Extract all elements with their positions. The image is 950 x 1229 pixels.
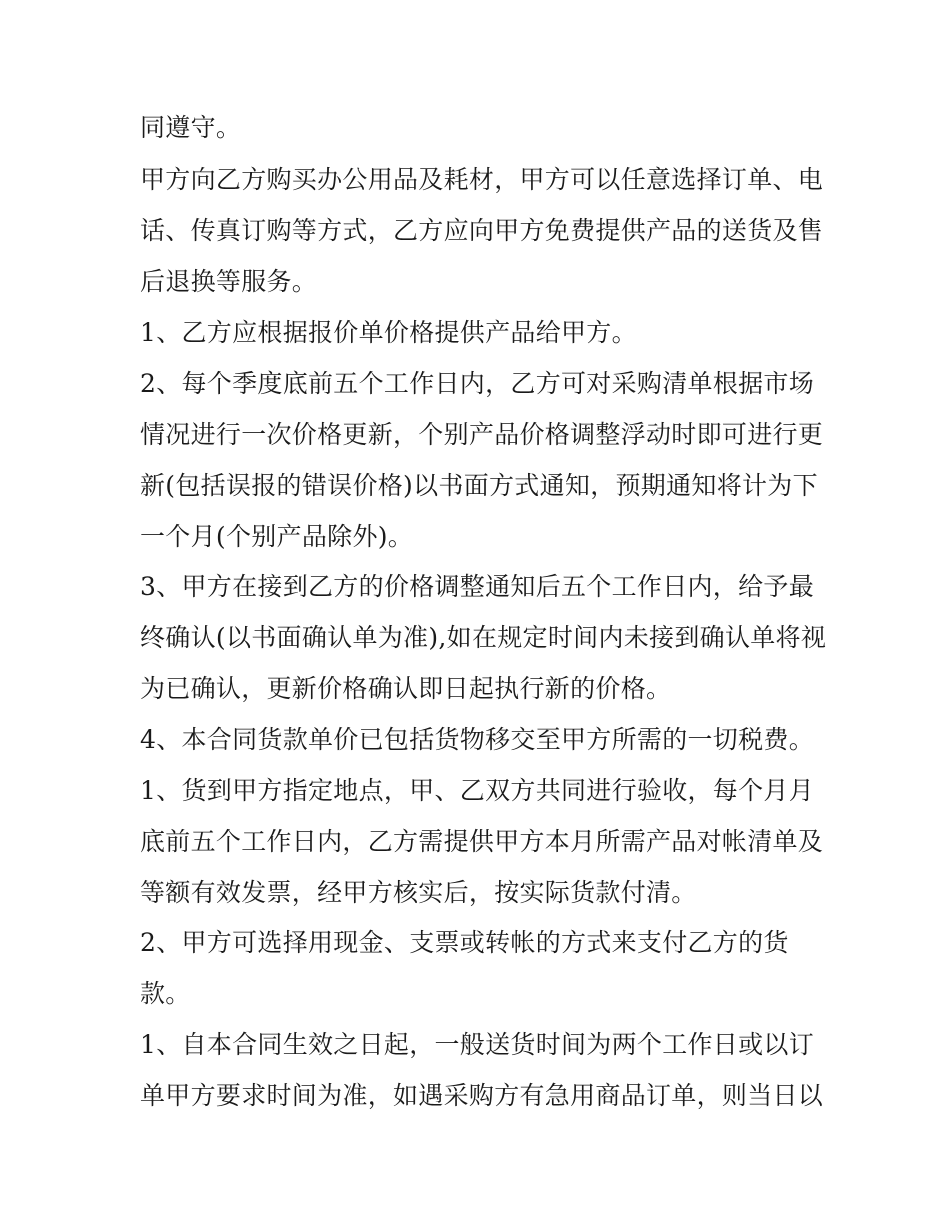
text-line: 甲方向乙方购买办公用品及耗材，甲方可以任意选择订单、电 [140,165,824,194]
text-line: 单甲方要求时间为准，如遇采购方有急用商品订单，则当日以 [140,1081,824,1110]
text-line: 1、货到甲方指定地点，甲、乙双方共同进行验收，每个月月 [140,776,815,805]
text-line: 后退换等服务。 [140,267,318,296]
text-line: 终确认(以书面确认单为准),如在规定时间内未接到确认单将视 [140,623,827,652]
text-line: 1、乙方应根据报价单价格提供产品给甲方。 [140,318,637,347]
text-line: 3、甲方在接到乙方的价格调整通知后五个工作日内，给予最 [140,572,815,601]
text-line: 2、甲方可选择用现金、支票或转帐的方式来支付乙方的货 [140,928,789,957]
text-line: 1、自本合同生效之日起，一般送货时间为两个工作日或以订 [140,1030,815,1059]
text-line: 等额有效发票，经甲方核实后，按实际货款付清。 [140,878,697,907]
text-line: 一个月(个别产品除外)。 [140,522,414,551]
text-line: 同遵守。 [140,113,242,142]
text-line: 4、本合同货款单价已包括货物移交至甲方所需的一切税费。 [140,725,815,754]
text-line: 情况进行一次价格更新，个别产品价格调整浮动时即可进行更 [140,420,824,449]
text-line: 2、每个季度底前五个工作日内，乙方可对采购清单根据市场 [140,369,815,398]
text-line: 话、传真订购等方式，乙方应向甲方免费提供产品的送货及售 [140,216,824,245]
text-line: 新(包括误报的错误价格)以书面方式通知，预期通知将计为下 [140,471,818,500]
text-line: 为已确认，更新价格确认即日起执行新的价格。 [140,674,672,703]
text-line: 款。 [140,979,191,1008]
text-line: 底前五个工作日内，乙方需提供甲方本月所需产品对帐清单及 [140,827,824,856]
